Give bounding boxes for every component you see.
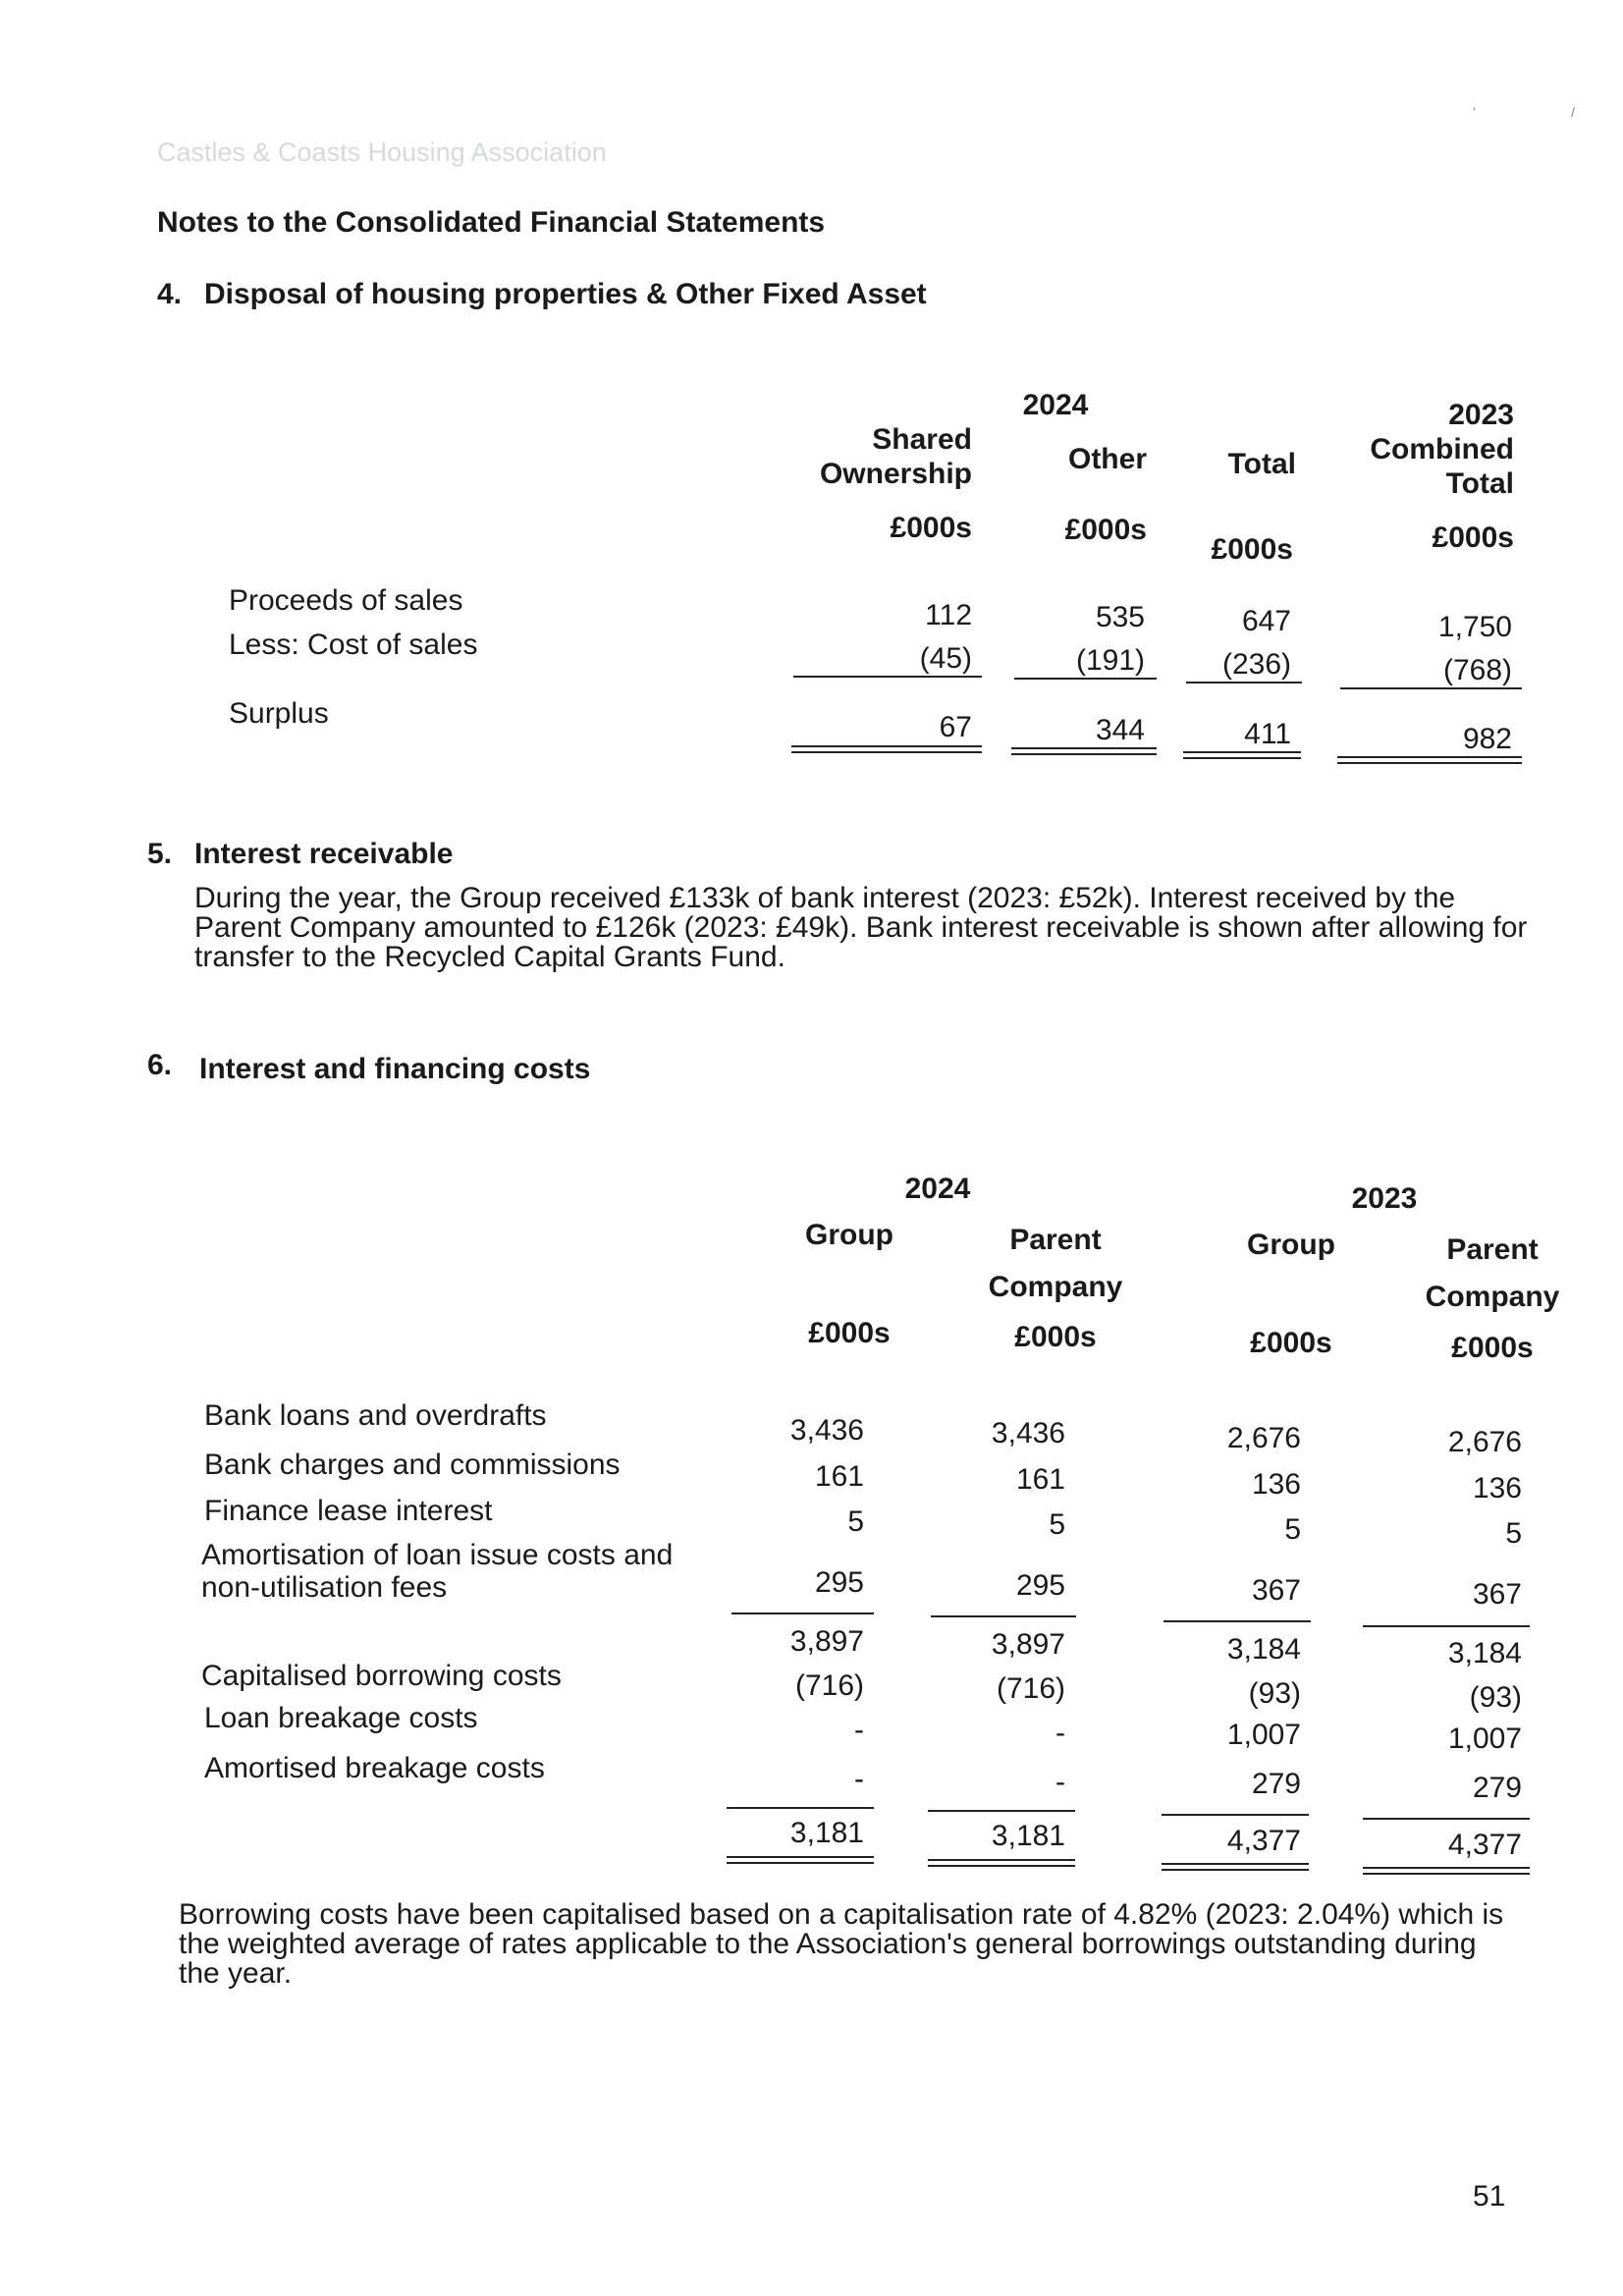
table-cell: 67: [939, 711, 972, 743]
total-double-rule: [1162, 1863, 1309, 1871]
row-label: Capitalised borrowing costs: [201, 1660, 562, 1692]
notes-title: Notes to the Consolidated Financial Statements: [157, 206, 826, 239]
subtotal-rule: [731, 1613, 874, 1614]
row-label: Less: Cost of sales: [229, 629, 478, 661]
table-cell: 161: [1015, 1463, 1065, 1496]
table-cell: (768): [1442, 654, 1512, 686]
subtotal-rule: [931, 1615, 1076, 1617]
row-label: Bank charges and commissions: [204, 1449, 621, 1481]
subtotal-rule: [1363, 1818, 1530, 1820]
total-double-rule: [928, 1859, 1075, 1867]
total-cell: 3,181: [789, 1817, 864, 1849]
table-cell: 1,007: [1226, 1719, 1301, 1751]
subtotal-rule: [1363, 1625, 1530, 1627]
scan-mark: ': [1473, 104, 1476, 120]
note4-col-shared-ownership: Shared Ownership: [819, 423, 972, 490]
table-cell: (716): [996, 1672, 1065, 1705]
note4-number: 4.: [157, 278, 183, 310]
note6-unit: £000s: [1014, 1321, 1097, 1353]
subtotal-rule: [1340, 687, 1522, 689]
note4-unit-shared-ownership: £000s: [890, 512, 972, 544]
note6-col-group-2024: Group: [805, 1219, 893, 1251]
row-label: Surplus: [229, 697, 329, 730]
note4-col-combined-total: Combined Total: [1370, 433, 1514, 500]
table-cell: 3,436: [789, 1414, 864, 1447]
note6-unit: £000s: [808, 1317, 891, 1349]
table-cell: 5: [1049, 1508, 1065, 1541]
table-cell: 295: [814, 1566, 864, 1599]
note6-unit: £000s: [1451, 1332, 1534, 1364]
note4-unit-other: £000s: [1064, 514, 1147, 546]
note6-year-2024: 2024: [904, 1173, 971, 1205]
table-cell: 295: [1015, 1569, 1065, 1602]
table-cell: 367: [1472, 1578, 1522, 1611]
subtotal-rule: [727, 1807, 874, 1809]
note6-col-group-2023: Group: [1247, 1229, 1335, 1261]
subtotal-cell: 3,184: [1447, 1637, 1522, 1669]
total-cell: 4,377: [1447, 1829, 1522, 1861]
total-cell: 4,377: [1226, 1825, 1301, 1857]
table-cell: 3,436: [991, 1417, 1065, 1449]
total-double-rule: [727, 1856, 874, 1864]
subtotal-rule: [793, 676, 982, 678]
table-cell: 136: [1251, 1468, 1301, 1501]
note4-year-2024: 2024: [1022, 389, 1089, 421]
organisation-name: Castles & Coasts Housing Association: [157, 137, 607, 167]
table-cell: -: [1055, 1717, 1065, 1749]
total-cell: 3,181: [991, 1820, 1065, 1852]
total-double-rule: [1183, 751, 1301, 759]
row-label: non-utilisation fees: [201, 1571, 448, 1604]
note6-col-company-2024: Company: [988, 1271, 1123, 1303]
subtotal-cell: 3,897: [991, 1628, 1065, 1661]
table-cell: (45): [919, 642, 972, 675]
table-cell: (93): [1248, 1677, 1301, 1710]
table-cell: (236): [1221, 648, 1291, 681]
table-cell: 2,676: [1226, 1422, 1301, 1454]
note6-year-2023: 2023: [1351, 1182, 1418, 1215]
note6-col-parent-2023: Parent: [1446, 1233, 1539, 1266]
subtotal-rule: [1186, 682, 1302, 683]
note6-footnote: Borrowing costs have been capitalised based on a capitalisation rate of 4.82% (2023: 2.04%) which is the weighted average of rates applicable to the Association's general borrowings outstanding during the year.: [179, 1898, 1504, 1990]
subtotal-rule: [1014, 678, 1157, 680]
page-number: 51: [1473, 2180, 1506, 2213]
subtotal-cell: 3,897: [789, 1625, 864, 1658]
subtotal-cell: 3,184: [1226, 1633, 1301, 1666]
row-label: Proceeds of sales: [229, 584, 463, 617]
table-cell: 2,676: [1447, 1426, 1522, 1458]
note6-col-parent-2024: Parent: [1009, 1224, 1102, 1256]
row-label: Amortised breakage costs: [204, 1752, 545, 1784]
table-cell: 647: [1241, 605, 1291, 637]
row-label: Loan breakage costs: [204, 1702, 478, 1734]
row-label: Bank loans and overdrafts: [204, 1399, 547, 1432]
note5-text: During the year, the Group received £133k of bank interest (2023: £52k). Interest received by the Parent Company amounted to £126k (2023: £49k). Bank interest receivable is shown after allowing for transfer to the Recycled Capital Grants Fund.: [194, 882, 1528, 973]
table-cell: 161: [814, 1460, 864, 1493]
table-cell: (191): [1075, 644, 1145, 677]
table-cell: 279: [1472, 1772, 1522, 1804]
note6-title: Interest and financing costs: [199, 1053, 591, 1085]
note4-col-other: Other: [1067, 443, 1147, 475]
table-cell: 1,007: [1447, 1722, 1522, 1755]
table-cell: 5: [847, 1505, 864, 1538]
note4-unit-total: £000s: [1211, 533, 1293, 566]
table-cell: 367: [1251, 1574, 1301, 1607]
note4-col-2023-year: 2023: [1448, 399, 1514, 431]
table-cell: 136: [1472, 1472, 1522, 1504]
row-label: Finance lease interest: [204, 1495, 493, 1527]
row-label: Amortisation of loan issue costs and: [201, 1539, 674, 1571]
table-cell: (93): [1469, 1681, 1522, 1714]
total-double-rule: [1011, 747, 1157, 755]
table-cell: 535: [1095, 601, 1145, 633]
table-cell: 5: [1284, 1513, 1301, 1546]
note4-unit-2023: £000s: [1432, 521, 1514, 554]
note6-number: 6.: [147, 1049, 173, 1081]
scan-mark: /: [1571, 104, 1575, 120]
note5-title: Interest receivable: [194, 838, 454, 870]
table-cell: 411: [1244, 718, 1291, 750]
table-cell: -: [1055, 1766, 1065, 1798]
table-cell: 982: [1462, 723, 1512, 755]
table-cell: 5: [1505, 1517, 1522, 1550]
table-cell: -: [854, 1763, 864, 1795]
note6-col-company-2023: Company: [1425, 1281, 1560, 1313]
table-cell: 1,750: [1437, 611, 1512, 643]
note4-title: Disposal of housing properties & Other Fixed Asset: [204, 278, 927, 310]
subtotal-rule: [1163, 1620, 1311, 1622]
note6-unit: £000s: [1250, 1327, 1332, 1359]
total-double-rule: [1363, 1867, 1530, 1875]
table-cell: 344: [1095, 714, 1145, 746]
subtotal-rule: [928, 1810, 1075, 1812]
table-cell: (716): [794, 1669, 864, 1702]
table-cell: 279: [1251, 1768, 1301, 1800]
subtotal-rule: [1162, 1814, 1309, 1816]
table-cell: -: [854, 1714, 864, 1746]
total-double-rule: [1337, 756, 1522, 764]
total-double-rule: [791, 745, 982, 753]
table-cell: 112: [925, 599, 972, 631]
note4-col-total: Total: [1227, 448, 1296, 480]
note5-number: 5.: [147, 838, 173, 870]
